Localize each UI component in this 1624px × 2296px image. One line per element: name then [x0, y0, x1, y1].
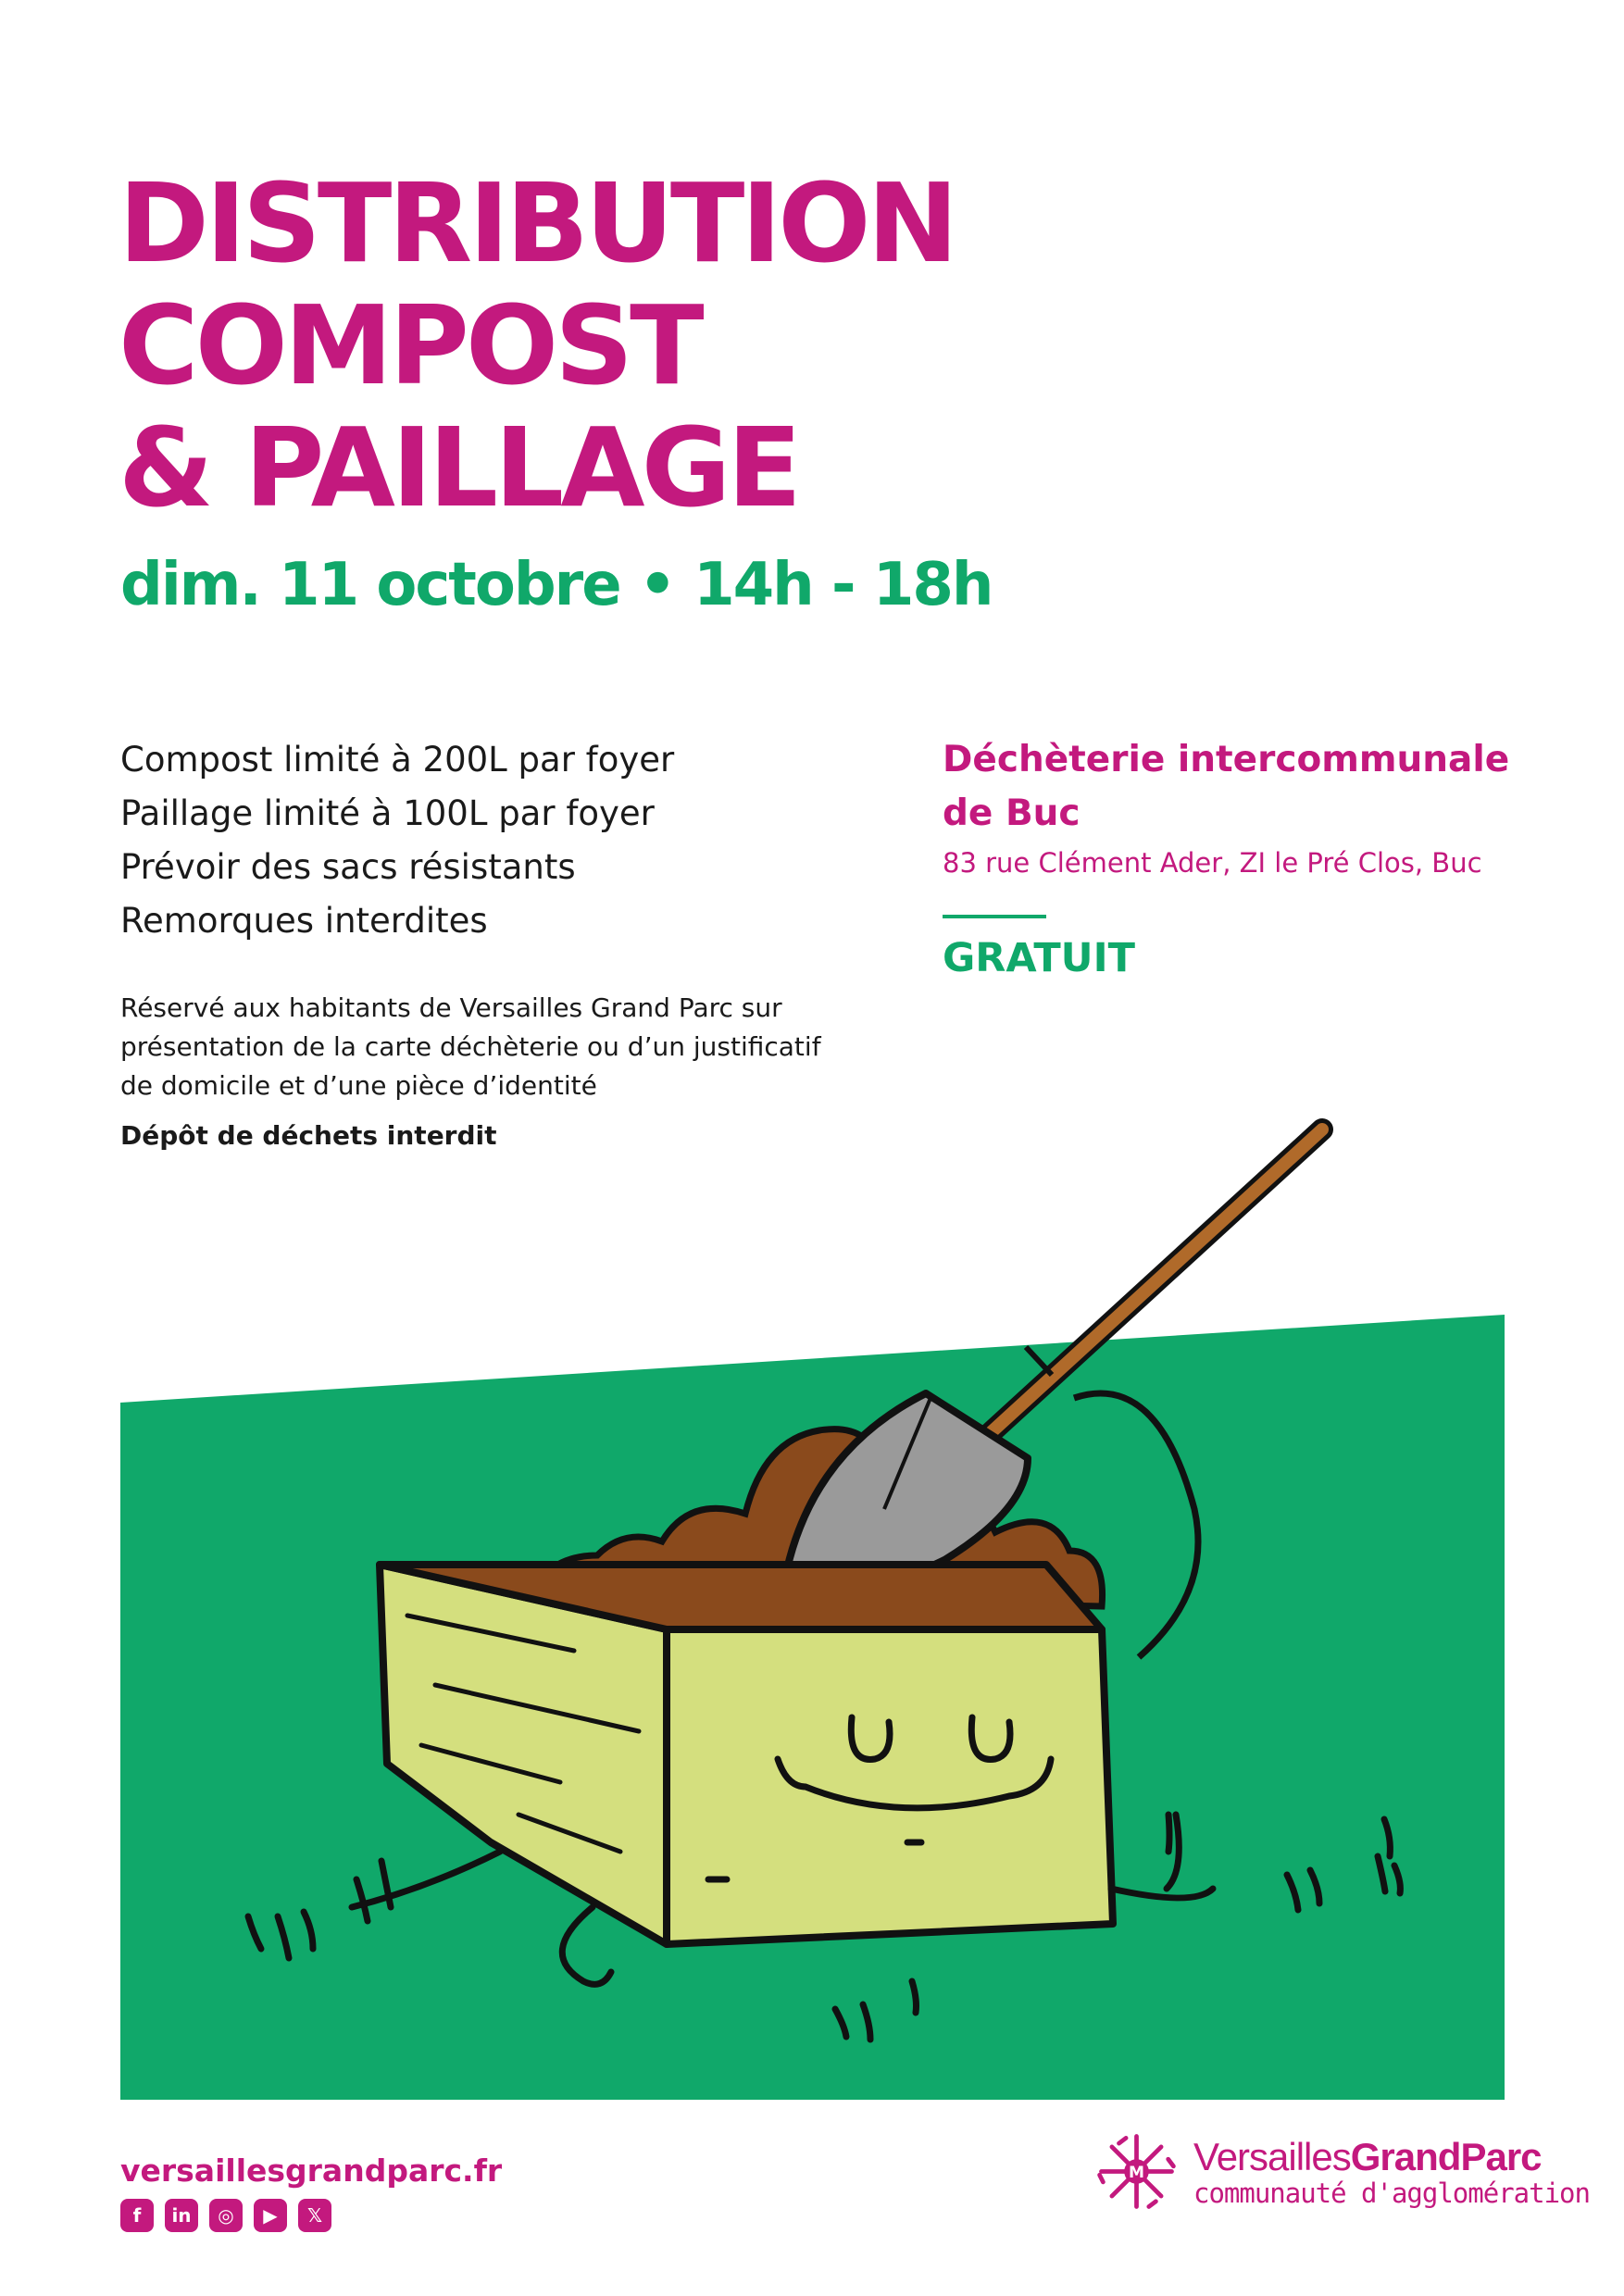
crate-front [667, 1629, 1113, 1944]
venue-address: 83 rue Clément Ader, ZI le Pré Clos, Buc [943, 847, 1482, 879]
x-icon[interactable]: 𝕏 [298, 2199, 331, 2232]
logo-name-regular: Versailles [1193, 2134, 1351, 2178]
title-line-1: DISTRIBUTION [119, 159, 956, 287]
logo-name-bold: GrandParc [1350, 2134, 1542, 2178]
rule-bags: Prévoir des sacs résistants [120, 847, 576, 887]
logo-emblem-icon [1093, 2128, 1181, 2215]
rule-trailers: Remorques interdites [120, 901, 488, 941]
event-date-time: dim. 11 octobre • 14h - 18h [120, 551, 993, 619]
youtube-icon[interactable]: ▶ [254, 2199, 287, 2232]
rule-mulch-limit: Paillage limité à 100L par foyer [120, 793, 655, 833]
title-line-3: & PAILLAGE [119, 404, 799, 531]
eligibility-notice: Réservé aux habitants de Versailles Grand Parc sur présentation de la carte déchèterie ou d’un justificatif de domicile et d’une pièce d’identité [120, 992, 821, 1101]
facebook-icon[interactable]: f [120, 2199, 154, 2232]
venue-name-line-2: de Buc [943, 792, 1081, 834]
versailles-grand-parc-logo [1093, 2128, 1590, 2215]
logo-subtitle: communauté d'agglomération [1193, 2177, 1590, 2209]
instagram-icon[interactable]: ◎ [209, 2199, 243, 2232]
logo-text [1193, 2136, 1590, 2208]
svg-text:M: M [1128, 2164, 1145, 2183]
logo-name [1193, 2136, 1590, 2178]
price-badge: GRATUIT [943, 935, 1135, 981]
website-link[interactable]: versaillesgrandparc.fr [120, 2152, 503, 2189]
rule-compost-limit: Compost limité à 200L par foyer [120, 740, 675, 780]
linkedin-icon[interactable]: in [165, 2199, 198, 2232]
waste-drop-forbidden: Dépôt de déchets interdit [120, 1120, 497, 1151]
title-line-2: COMPOST [119, 281, 701, 409]
social-links [120, 2199, 331, 2232]
venue-name-line-1: Déchèterie intercommunale [943, 739, 1510, 780]
